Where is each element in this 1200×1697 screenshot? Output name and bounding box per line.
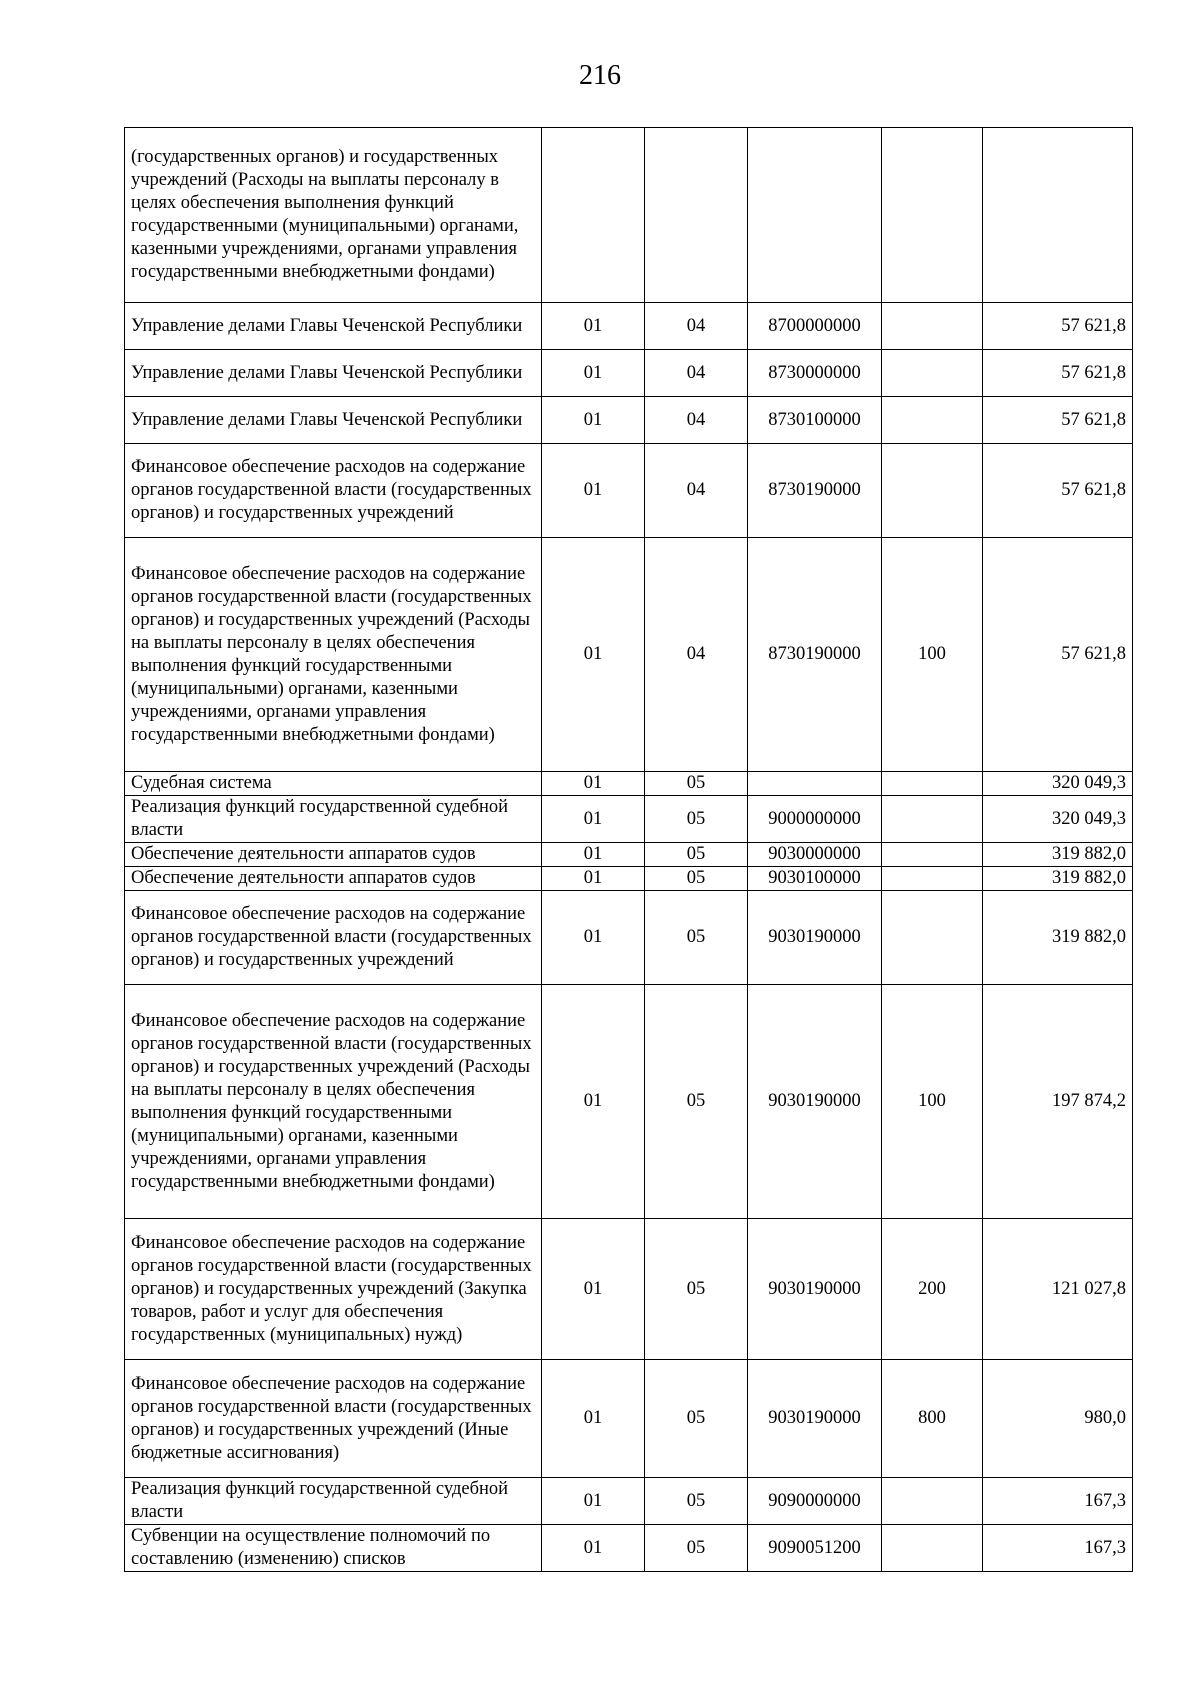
table-row — [125, 891, 1133, 985]
row-expense-type — [882, 843, 983, 867]
row-sum: 319 882,0 — [983, 867, 1133, 891]
row-section: 01 — [542, 796, 645, 843]
row-subsection: 05 — [645, 1219, 748, 1360]
table-row — [125, 772, 1133, 796]
table-row — [125, 867, 1133, 891]
row-expense-type — [882, 1525, 983, 1572]
row-target-article — [748, 772, 882, 796]
row-target-article: 8730190000 — [748, 538, 882, 772]
row-target-article: 8700000000 — [748, 303, 882, 350]
table-row — [125, 1478, 1133, 1525]
row-section: 01 — [542, 303, 645, 350]
row-subsection: 05 — [645, 1478, 748, 1525]
row-subsection: 04 — [645, 397, 748, 444]
row-sum: 57 621,8 — [983, 444, 1133, 538]
table-row — [125, 1525, 1133, 1572]
row-name: Управление делами Главы Чеченской Республики — [125, 397, 542, 444]
row-name: Финансовое обеспечение расходов на содержание органов государственной власти (государственных органов) и государственных учреждений (Иные бюджетные ассигнования) — [125, 1360, 542, 1478]
row-target-article: 9030100000 — [748, 867, 882, 891]
row-section: 01 — [542, 1478, 645, 1525]
row-sum: 197 874,2 — [983, 985, 1133, 1219]
row-section: 01 — [542, 1219, 645, 1360]
row-section: 01 — [542, 772, 645, 796]
table-row — [125, 796, 1133, 843]
row-sum: 320 049,3 — [983, 796, 1133, 843]
row-expense-type — [882, 350, 983, 397]
row-name: Реализация функций государственной судебной власти — [125, 1478, 542, 1525]
row-expense-type — [882, 397, 983, 444]
row-name: Финансовое обеспечение расходов на содержание органов государственной власти (государственных органов) и государственных учреждений (Закупка товаров, работ и услуг для обеспечения государственных (муниципальных) нужд) — [125, 1219, 542, 1360]
row-sum: 57 621,8 — [983, 350, 1133, 397]
row-subsection: 05 — [645, 985, 748, 1219]
table-row — [125, 397, 1133, 444]
row-subsection: 04 — [645, 303, 748, 350]
row-target-article: 9030000000 — [748, 843, 882, 867]
table-row — [125, 1360, 1133, 1478]
row-name: Субвенции на осуществление полномочий по составлению (изменению) списков — [125, 1525, 542, 1572]
row-name: Финансовое обеспечение расходов на содержание органов государственной власти (государственных органов) и государственных учреждений (Расходы на выплаты персоналу в целях обеспечения выполнения функций государственными (муниципальными) органами, казенными учреждениями, органами управления государственными внебюджетными фондами) — [125, 538, 542, 772]
table-row — [125, 128, 1133, 303]
row-expense-type — [882, 303, 983, 350]
row-subsection: 05 — [645, 796, 748, 843]
row-sum: 121 027,8 — [983, 1219, 1133, 1360]
row-target-article: 9030190000 — [748, 891, 882, 985]
row-sum: 167,3 — [983, 1525, 1133, 1572]
row-sum: 57 621,8 — [983, 397, 1133, 444]
row-section: 01 — [542, 397, 645, 444]
budget-table — [124, 127, 1133, 1572]
row-subsection: 04 — [645, 350, 748, 397]
row-target-article: 9000000000 — [748, 796, 882, 843]
row-subsection: 05 — [645, 1525, 748, 1572]
row-target-article: 8730000000 — [748, 350, 882, 397]
row-expense-type — [882, 1478, 983, 1525]
row-subsection: 05 — [645, 1360, 748, 1478]
row-name: Финансовое обеспечение расходов на содержание органов государственной власти (государственных органов) и государственных учреждений — [125, 444, 542, 538]
row-target-article: 9030190000 — [748, 1360, 882, 1478]
row-subsection: 04 — [645, 538, 748, 772]
row-section — [542, 128, 645, 303]
row-target-article: 8730190000 — [748, 444, 882, 538]
row-expense-type — [882, 772, 983, 796]
row-target-article: 8730100000 — [748, 397, 882, 444]
row-section: 01 — [542, 867, 645, 891]
row-name: Реализация функций государственной судебной власти — [125, 796, 542, 843]
row-expense-type: 100 — [882, 538, 983, 772]
row-target-article: 9030190000 — [748, 985, 882, 1219]
row-section: 01 — [542, 1360, 645, 1478]
row-sum: 980,0 — [983, 1360, 1133, 1478]
row-sum: 57 621,8 — [983, 538, 1133, 772]
row-name: Управление делами Главы Чеченской Республики — [125, 350, 542, 397]
table-row — [125, 1219, 1133, 1360]
row-target-article: 9030190000 — [748, 1219, 882, 1360]
row-subsection: 05 — [645, 891, 748, 985]
row-expense-type: 200 — [882, 1219, 983, 1360]
row-section: 01 — [542, 444, 645, 538]
row-subsection: 05 — [645, 772, 748, 796]
row-name: Судебная система — [125, 772, 542, 796]
row-expense-type — [882, 444, 983, 538]
row-target-article — [748, 128, 882, 303]
row-sum: 319 882,0 — [983, 891, 1133, 985]
row-sum — [983, 128, 1133, 303]
row-name: Обеспечение деятельности аппаратов судов — [125, 843, 542, 867]
table-row — [125, 350, 1133, 397]
row-name: Обеспечение деятельности аппаратов судов — [125, 867, 542, 891]
row-section: 01 — [542, 891, 645, 985]
table-row — [125, 444, 1133, 538]
row-subsection: 05 — [645, 843, 748, 867]
row-sum: 320 049,3 — [983, 772, 1133, 796]
row-expense-type — [882, 867, 983, 891]
row-subsection: 05 — [645, 867, 748, 891]
row-name: (государственных органов) и государственных учреждений (Расходы на выплаты персоналу в целях обеспечения выполнения функций государственными (муниципальными) органами, казенными учреждениями, органами управления государственными внебюджетными фондами) — [125, 128, 542, 303]
row-expense-type — [882, 796, 983, 843]
row-section: 01 — [542, 1525, 645, 1572]
row-sum: 167,3 — [983, 1478, 1133, 1525]
row-section: 01 — [542, 985, 645, 1219]
row-subsection — [645, 128, 748, 303]
row-section: 01 — [542, 350, 645, 397]
row-subsection: 04 — [645, 444, 748, 538]
table-row — [125, 303, 1133, 350]
row-expense-type: 800 — [882, 1360, 983, 1478]
row-section: 01 — [542, 843, 645, 867]
row-expense-type — [882, 128, 983, 303]
table-row — [125, 985, 1133, 1219]
row-expense-type — [882, 891, 983, 985]
row-sum: 57 621,8 — [983, 303, 1133, 350]
row-name: Финансовое обеспечение расходов на содержание органов государственной власти (государственных органов) и государственных учреждений (Расходы на выплаты персоналу в целях обеспечения выполнения функций государственными (муниципальными) органами, казенными учреждениями, органами управления государственными внебюджетными фондами) — [125, 985, 542, 1219]
row-name: Управление делами Главы Чеченской Республики — [125, 303, 542, 350]
row-section: 01 — [542, 538, 645, 772]
row-target-article: 9090051200 — [748, 1525, 882, 1572]
page-number: 216 — [579, 60, 621, 91]
table-row — [125, 843, 1133, 867]
row-target-article: 9090000000 — [748, 1478, 882, 1525]
table-row — [125, 538, 1133, 772]
row-sum: 319 882,0 — [983, 843, 1133, 867]
row-expense-type: 100 — [882, 985, 983, 1219]
row-name: Финансовое обеспечение расходов на содержание органов государственной власти (государственных органов) и государственных учреждений — [125, 891, 542, 985]
